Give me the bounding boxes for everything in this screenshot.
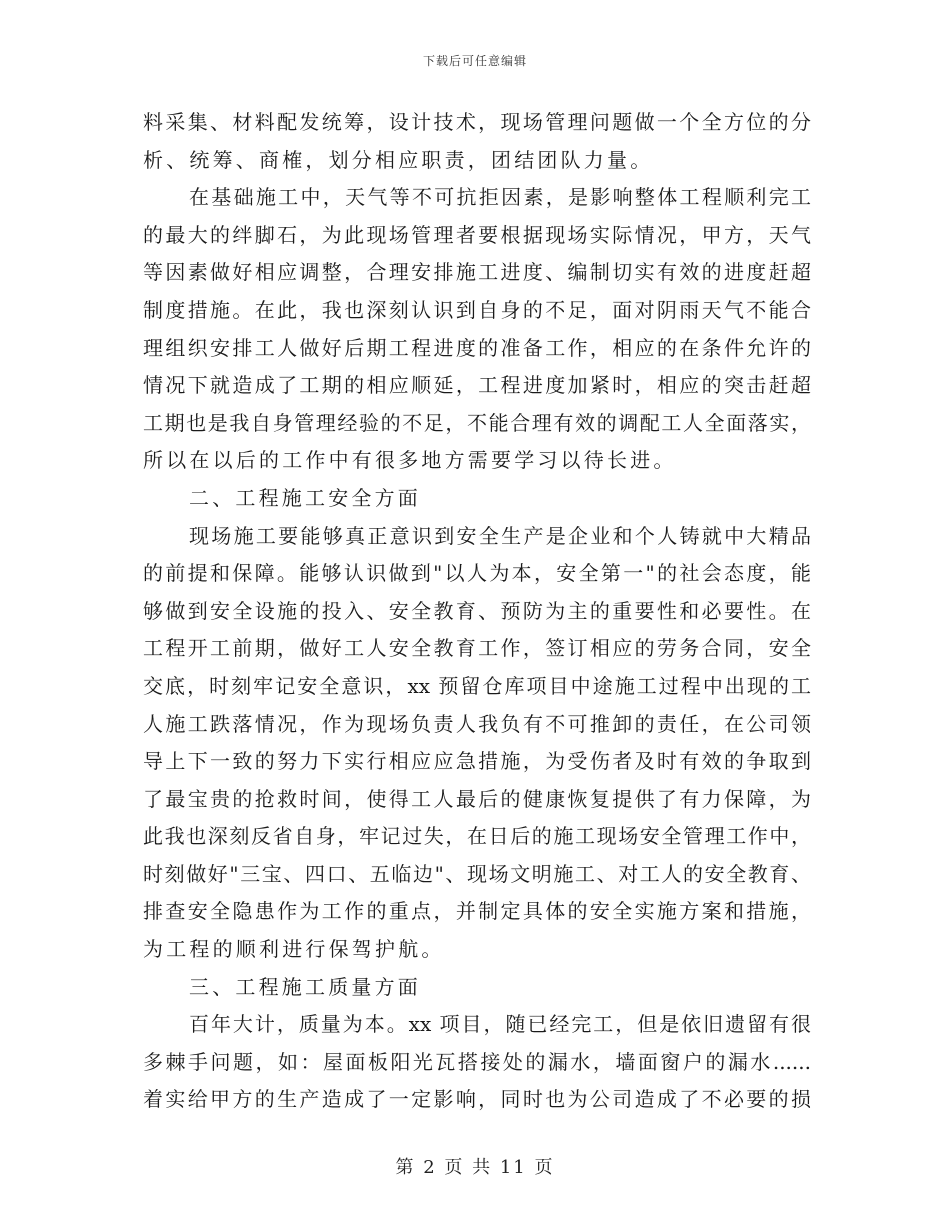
page-header: 下载后可任意编辑 xyxy=(422,54,527,68)
text-line: 等因素做好相应调整，合理安排施工进度、编制切实有效的进度赶超 xyxy=(143,260,811,285)
text-line: 排查安全隐患作为工作的重点，并制定具体的安全实施方案和措施， xyxy=(143,899,811,924)
text-line: 交底，时刻牢记安全意识，xx 预留仓库项目中途施工过程中出现的工 xyxy=(143,673,811,698)
text-line: 工期也是我自身管理经验的不足，不能合理有效的调配工人全面落实， xyxy=(143,410,811,435)
text-line: 的前提和保障。能够认识做到"以人为本，安全第一"的社会态度，能 xyxy=(143,561,811,586)
text-line: 时刻做好"三宝、四口、五临边"、现场文明施工、对工人的安全教育、 xyxy=(143,861,811,886)
text-line: 为工程的顺利进行保驾护航。 xyxy=(143,937,445,962)
text-line: 情况下就造成了工期的相应顺延，工程进度加紧时，相应的突击赶超 xyxy=(143,373,811,398)
text-line: 现场施工要能够真正意识到安全生产是企业和个人铸就中大精品 xyxy=(189,523,811,548)
page-footer: 第 2 页 共 11 页 xyxy=(395,1157,555,1178)
text-line: 料采集、材料配发统筹，设计技术，现场管理问题做一个全方位的分 xyxy=(143,110,811,134)
text-line: 导上下一致的努力下实行相应应急措施，为受伤者及时有效的争取到 xyxy=(143,749,811,774)
text-line: 够做到安全设施的投入、安全教育、预防为主的重要性和必要性。在 xyxy=(143,598,811,623)
text-line: 的最大的绊脚石，为此现场管理者要根据现场实际情况，甲方，天气 xyxy=(143,222,811,247)
text-line: 制度措施。在此，我也深刻认识到自身的不足，面对阴雨天气不能合 xyxy=(143,297,811,322)
document-body xyxy=(143,104,811,1119)
text-line: 在基础施工中，天气等不可抗拒因素，是影响整体工程顺利完工 xyxy=(189,185,811,210)
text-line: 着实给甲方的生产造成了一定影响，同时也为公司造成了不必要的损 xyxy=(143,1087,811,1112)
text-line: 理组织安排工人做好后期工程进度的准备工作，相应的在条件允许的 xyxy=(143,335,811,360)
text-line: 了最宝贵的抢救时间，使得工人最后的健康恢复提供了有力保障，为 xyxy=(143,786,811,811)
text-line: 此我也深刻反省自身，牢记过失，在日后的施工现场安全管理工作中， xyxy=(143,824,811,849)
text-line: 所以在以后的工作中有很多地方需要学习以待长进。 xyxy=(143,448,677,473)
text-line: 百年大计，质量为本。xx 项目，随已经完工，但是依旧遗留有很 xyxy=(189,1012,811,1037)
text-line: 三、工程施工质量方面 xyxy=(189,974,421,999)
text-line: 二、工程施工安全方面 xyxy=(189,485,421,510)
text-line: 析、统筹、商榷，划分相应职责，团结团队力量。 xyxy=(143,147,654,172)
text-line: 工程开工前期，做好工人安全教育工作，签订相应的劳务合同，安全 xyxy=(143,636,811,661)
text-line: 人施工跌落情况，作为现场负责人我负有不可推卸的责任，在公司领 xyxy=(143,711,811,736)
text-line: 多棘手问题，如：屋面板阳光瓦搭接处的漏水，墙面窗户的漏水...... xyxy=(143,1049,811,1074)
